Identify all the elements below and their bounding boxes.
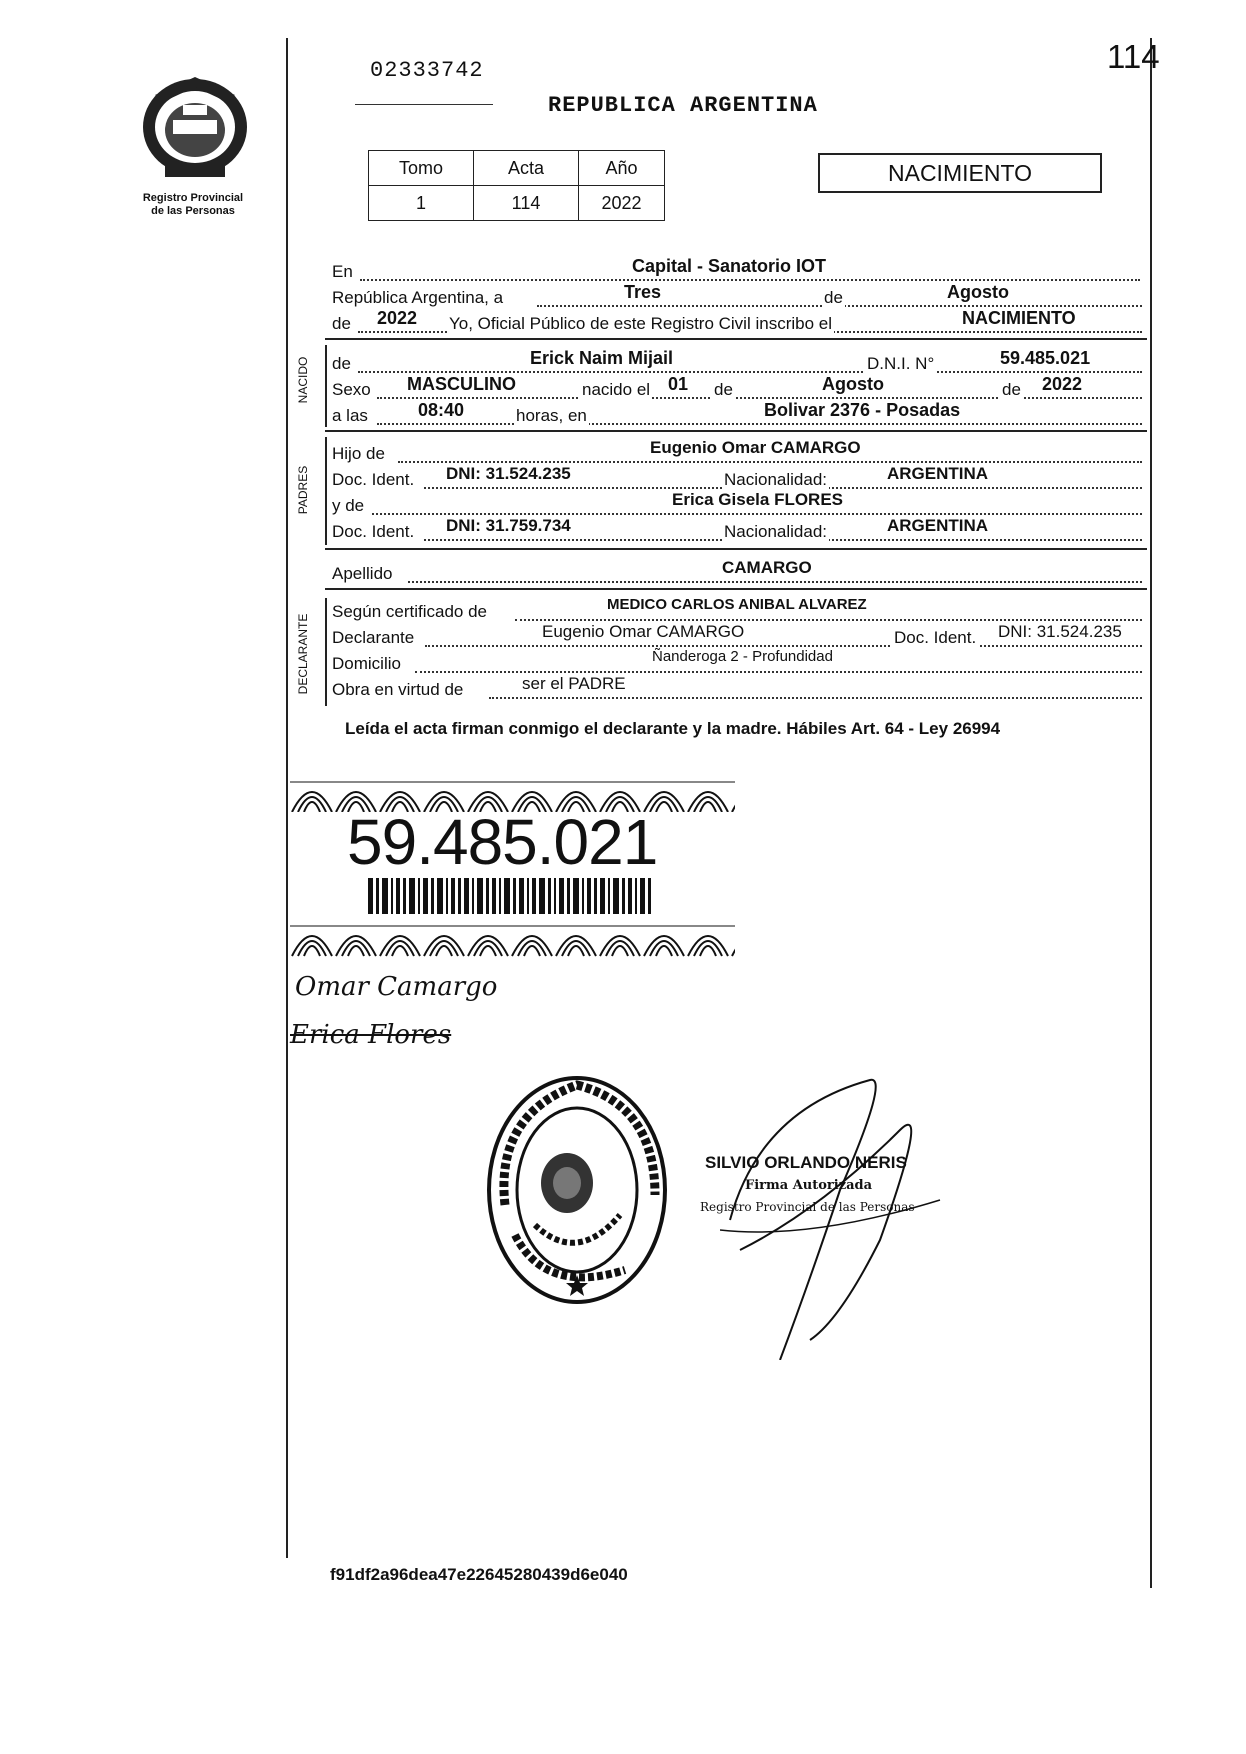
document-hash: f91df2a96dea47e22645280439d6e040 <box>330 1565 628 1584</box>
section-divider <box>325 430 1147 432</box>
signature-father: Omar Camargo <box>295 972 498 1002</box>
en-label: En <box>332 262 353 281</box>
mother-doc-row <box>332 516 1142 546</box>
closing-text: Leída el acta firman conmigo el declarante y la madre. Hábiles Art. 64 - Ley 26994 <box>345 719 1001 738</box>
official-title: Firma Autorizada <box>745 1178 873 1193</box>
month-value: Agosto <box>947 282 1009 302</box>
record-table <box>368 150 665 221</box>
tomo-value: 1 <box>369 186 474 221</box>
birth-month: Agosto <box>822 374 884 394</box>
sex-value: MASCULINO <box>407 374 516 394</box>
registry-label-line2: de las Personas <box>151 205 235 217</box>
place-label: horas, en <box>516 406 587 425</box>
anio-header: Año <box>579 151 665 186</box>
statement-text: Yo, Oficial Público de este Registro Civil inscribo el <box>449 314 832 333</box>
address-value: Ñanderoga 2 - Profundidad <box>652 648 833 665</box>
declarante-bracket <box>325 598 327 706</box>
page-number: 114 <box>1107 38 1160 75</box>
mother-name: Erica Gisela FLORES <box>672 490 844 509</box>
declarante-section-label: DECLARANTE <box>296 613 310 695</box>
anio-value: 2022 <box>579 186 665 221</box>
country-title: REPUBLICA ARGENTINA <box>548 93 818 118</box>
padres-section-label: PADRES <box>296 465 310 515</box>
official-name: SILVIO ORLANDO NERIS <box>705 1153 907 1172</box>
y-de-label: y de <box>332 496 365 515</box>
apellido-row <box>332 558 1142 588</box>
domicilio-label: Domicilio <box>332 654 401 673</box>
delegation-seal-icon <box>485 1075 670 1305</box>
signature-mother: Erica Flores <box>290 1020 452 1050</box>
father-doc: DNI: 31.524.235 <box>446 464 571 483</box>
dotted-leader <box>398 461 1142 463</box>
child-dni: 59.485.021 <box>1000 348 1091 368</box>
declarant-doc: DNI: 31.524.235 <box>998 622 1122 641</box>
obra-label: Obra en virtud de <box>332 680 464 699</box>
record-table-value-row <box>369 186 665 221</box>
republica-label: República Argentina, a <box>332 288 504 307</box>
left-margin-line <box>286 38 288 1558</box>
dotted-leader <box>360 279 1140 281</box>
hijo-label: Hijo de <box>332 444 385 463</box>
declarante-label: Declarante <box>332 628 415 647</box>
de-label: de <box>332 354 351 373</box>
dotted-leader <box>358 371 1142 373</box>
sexo-label: Sexo <box>332 380 371 399</box>
place-row <box>332 256 1142 286</box>
tomo-header: Tomo <box>369 151 474 186</box>
dni-big-number: 59.485.021 <box>347 806 658 878</box>
declarant-name: Eugenio Omar CAMARGO <box>542 622 745 641</box>
father-name: Eugenio Omar CAMARGO <box>650 438 861 457</box>
serial-number: 02333742 <box>370 58 484 83</box>
acta-value: 114 <box>474 186 579 221</box>
registry-label-line1: Registro Provincial <box>142 192 244 204</box>
official-signature-icon <box>720 1070 950 1360</box>
time-row <box>332 400 1142 430</box>
dotted-leader <box>415 671 1142 673</box>
nacido-bracket <box>325 345 327 427</box>
doc-label: Doc. Ident. <box>332 522 415 541</box>
registry-label <box>128 192 258 218</box>
birth-time: 08:40 <box>418 400 465 420</box>
nacionalidad-label: Nacionalidad: <box>724 470 828 489</box>
dotted-leader <box>489 697 1142 699</box>
time-label: a las <box>332 406 368 425</box>
official-org: Registro Provincial de las Personas <box>700 1200 915 1214</box>
doc-label: Doc. Ident. <box>894 628 977 647</box>
address-row <box>332 648 1142 678</box>
de-label: de <box>824 288 843 307</box>
mother-nationality: ARGENTINA <box>887 516 989 535</box>
statement-row <box>332 308 1142 338</box>
dotted-leader <box>515 619 1142 621</box>
dotted-leader <box>408 581 1142 583</box>
born-label: nacido el <box>582 380 651 399</box>
year-prefix-label: de <box>332 314 351 333</box>
capacity-value: ser el PADRE <box>522 674 626 693</box>
record-word: NACIMIENTO <box>962 308 1076 328</box>
year-value: 2022 <box>377 308 418 328</box>
record-table-header-row <box>369 151 665 186</box>
father-nationality: ARGENTINA <box>887 464 989 483</box>
child-name: Erick Naim Mijail <box>530 348 674 368</box>
place-value: Capital - Sanatorio IOT <box>632 256 827 276</box>
serial-underline <box>355 104 493 105</box>
apellido-label: Apellido <box>332 564 393 583</box>
nacido-section-label: NACIDO <box>296 356 310 404</box>
birth-place: Bolivar 2376 - Posadas <box>764 400 961 420</box>
right-margin-line <box>1150 38 1152 1588</box>
dni-label: D.N.I. N° <box>867 354 935 373</box>
dotted-leader <box>372 513 1142 515</box>
nacionalidad-label: Nacionalidad: <box>724 522 828 541</box>
section-divider <box>325 338 1147 340</box>
apellido-value: CAMARGO <box>722 558 812 577</box>
mother-doc: DNI: 31.759.734 <box>446 516 571 535</box>
dotted-leader <box>425 645 1142 647</box>
de-label: de <box>1002 380 1021 399</box>
de-label: de <box>714 380 733 399</box>
padres-bracket <box>325 437 327 545</box>
capacity-row <box>332 674 1142 704</box>
province-seal-icon <box>135 75 255 180</box>
acta-header: Acta <box>474 151 579 186</box>
barcode-icon <box>368 878 651 914</box>
dotted-leader <box>377 397 1142 399</box>
certificate-value: MEDICO CARLOS ANIBAL ALVAREZ <box>607 596 867 613</box>
section-divider <box>325 548 1147 550</box>
day-word: Tres <box>624 282 662 302</box>
cert-label: Según certificado de <box>332 602 487 621</box>
birth-day: 01 <box>668 374 689 394</box>
dotted-leader <box>377 423 1142 425</box>
section-divider <box>325 588 1147 590</box>
guilloche-strip-bottom <box>290 924 735 958</box>
doc-label: Doc. Ident. <box>332 470 415 489</box>
birth-year: 2022 <box>1042 374 1083 394</box>
record-type-box: NACIMIENTO <box>818 153 1102 193</box>
